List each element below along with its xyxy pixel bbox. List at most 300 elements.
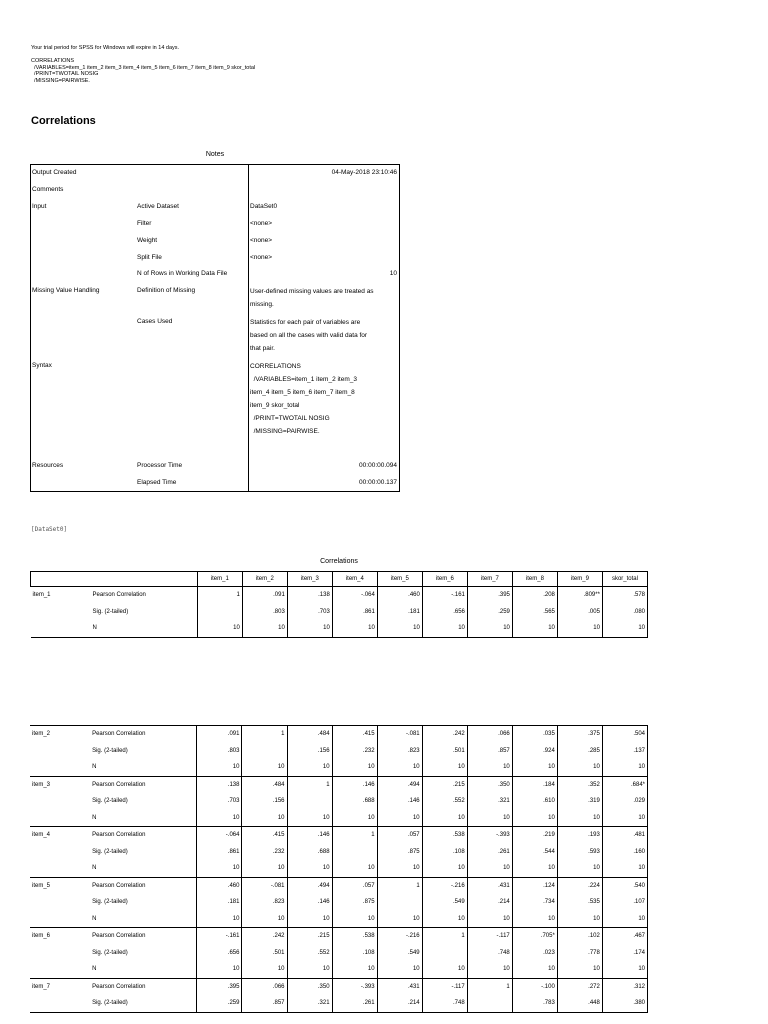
filter-value: <none> <box>250 220 273 227</box>
table-cell: .703 <box>287 604 332 621</box>
row-variable-label <box>30 743 90 760</box>
row-variable-label <box>30 793 90 810</box>
table-cell: .431 <box>467 877 512 894</box>
table-cell: .924 <box>512 743 557 760</box>
table-cell: .319 <box>557 793 602 810</box>
row-stat-label: Pearson Correlation <box>90 776 197 793</box>
table-cell: 10 <box>332 860 377 877</box>
row-variable-label <box>31 620 91 637</box>
table-cell: 10 <box>197 759 242 776</box>
table-cell: -.064 <box>332 587 377 604</box>
table-cell: -.216 <box>422 877 467 894</box>
definition-line: missing. <box>250 301 274 308</box>
table-cell <box>467 995 512 1012</box>
syntax-line: /MISSING=PAIRWISE. <box>31 77 90 84</box>
row-variable-label: item_3 <box>30 776 90 793</box>
table-cell: 1 <box>377 877 422 894</box>
table-cell: .102 <box>557 928 602 945</box>
table-cell: .138 <box>287 587 332 604</box>
syntax-line: /VARIABLES=item_1 item_2 item_3 <box>250 376 357 383</box>
row-variable-label <box>30 844 90 861</box>
table-cell: .688 <box>332 793 377 810</box>
table-cell: .501 <box>422 743 467 760</box>
table-cell: .259 <box>197 995 242 1012</box>
active-dataset-label: Active Dataset <box>137 203 179 210</box>
row-stat-label: Pearson Correlation <box>90 726 197 743</box>
column-header: item_4 <box>332 572 377 587</box>
table-cell: .431 <box>377 978 422 995</box>
table-cell: 10 <box>467 620 512 637</box>
table-cell: .160 <box>602 844 647 861</box>
row-variable-label: item_6 <box>30 928 90 945</box>
trial-notice: Your trial period for SPSS for Windows will expire in 14 days. <box>31 45 180 51</box>
table-cell: .803 <box>242 604 287 621</box>
table-cell: .494 <box>287 877 332 894</box>
table-cell: 10 <box>467 810 512 827</box>
table-cell: 10 <box>332 911 377 928</box>
table-cell: .375 <box>557 726 602 743</box>
table-cell: .312 <box>602 978 647 995</box>
row-stat-label: N <box>91 620 198 637</box>
row-stat-label: Pearson Correlation <box>90 827 197 844</box>
table-cell: .448 <box>557 995 602 1012</box>
weight-value: <none> <box>250 237 273 244</box>
active-dataset-value: DataSet0 <box>250 203 278 210</box>
row-stat-label: N <box>90 961 197 978</box>
table-row <box>31 604 648 621</box>
table-cell: .352 <box>557 776 602 793</box>
column-header: item_2 <box>242 572 287 587</box>
row-stat-label: N <box>90 860 197 877</box>
syntax-line: CORRELATIONS <box>250 363 301 370</box>
processor-time-value: 00:00:00.094 <box>359 462 397 469</box>
syntax-label: Syntax <box>32 362 52 369</box>
table-cell: .395 <box>467 587 512 604</box>
table-cell: .861 <box>332 604 377 621</box>
table-cell: 1 <box>422 928 467 945</box>
table-cell: 10 <box>287 810 332 827</box>
row-stat-label: Pearson Correlation <box>90 978 197 995</box>
table-cell: 10 <box>557 810 602 827</box>
row-variable-label: item_1 <box>31 587 91 604</box>
table-cell: 1 <box>287 776 332 793</box>
table-cell: .705* <box>512 928 557 945</box>
table-cell: 10 <box>377 810 422 827</box>
table-cell: 10 <box>287 911 332 928</box>
table-cell: 10 <box>242 620 287 637</box>
table-cell: 10 <box>557 620 602 637</box>
row-stat-label: Sig. (2-tailed) <box>92 608 129 615</box>
table-cell: .610 <box>512 793 557 810</box>
row-variable-label <box>30 961 90 978</box>
row-stat-label: Pearson Correlation <box>91 587 198 604</box>
table-cell: .809** <box>557 587 602 604</box>
column-header: item_3 <box>287 572 332 587</box>
table-row <box>30 759 648 776</box>
table-cell: 10 <box>197 810 242 827</box>
row-variable-label <box>30 810 90 827</box>
table-cell: -.393 <box>467 827 512 844</box>
table-cell: .057 <box>377 827 422 844</box>
table-cell: .224 <box>557 877 602 894</box>
table-cell: 10 <box>467 860 512 877</box>
table-cell: 10 <box>377 860 422 877</box>
table-cell: 10 <box>557 911 602 928</box>
table-cell: .137 <box>602 743 647 760</box>
table-cell: .415 <box>332 726 377 743</box>
table-cell: 10 <box>332 620 377 637</box>
table-cell: .578 <box>602 587 647 604</box>
table-cell: .494 <box>377 776 422 793</box>
table-cell: .857 <box>242 995 287 1012</box>
table-cell: 10 <box>287 860 332 877</box>
table-cell: .272 <box>557 978 602 995</box>
row-variable-label: item_4 <box>30 827 90 844</box>
table-cell: .350 <box>467 776 512 793</box>
correlations-table-bottom <box>30 725 648 1013</box>
table-cell: 10 <box>467 759 512 776</box>
table-cell: .823 <box>242 894 287 911</box>
table-cell: .146 <box>287 827 332 844</box>
row-stat-label: Sig. (2-tailed) <box>92 747 128 754</box>
table-cell: .080 <box>602 604 647 621</box>
table-cell: .783 <box>512 995 557 1012</box>
notes-table <box>30 164 400 492</box>
table-row <box>30 978 648 995</box>
table-row <box>31 587 648 604</box>
table-cell: 10 <box>602 860 647 877</box>
table-cell: .066 <box>467 726 512 743</box>
row-stat-label: N <box>90 759 197 776</box>
table-cell: .803 <box>197 743 242 760</box>
table-cell: 10 <box>602 961 647 978</box>
table-row <box>30 928 648 945</box>
syntax-line: /PRINT=TWOTAIL NOSIG <box>250 415 330 422</box>
table-cell: .146 <box>287 894 332 911</box>
table-cell: 10 <box>602 620 647 637</box>
definition-value <box>250 285 398 311</box>
table-cell: 10 <box>512 860 557 877</box>
table-cell: .778 <box>557 945 602 962</box>
table-cell: .823 <box>377 743 422 760</box>
table-cell: 10 <box>467 911 512 928</box>
table-cell: -.161 <box>197 928 242 945</box>
table-cell: .057 <box>332 877 377 894</box>
table-cell: .215 <box>422 776 467 793</box>
filter-label: Filter <box>137 220 152 227</box>
row-variable-label <box>30 911 90 928</box>
syntax-line: /VARIABLES=item_1 item_2 item_3 item_4 item_5 item_6 item_7 item_8 item_9 skor_total <box>31 64 256 71</box>
table-cell: .146 <box>332 776 377 793</box>
definition-label: Definition of Missing <box>137 287 196 294</box>
table-cell: 10 <box>557 759 602 776</box>
table-cell: .734 <box>512 894 557 911</box>
table-cell: .321 <box>287 995 332 1012</box>
notes-caption: Notes <box>205 151 225 158</box>
definition-line: User-defined missing values are treated as <box>250 288 374 295</box>
table-cell: .232 <box>332 743 377 760</box>
table-cell: .460 <box>377 587 422 604</box>
table-cell: .467 <box>602 928 647 945</box>
table-cell: 10 <box>512 759 557 776</box>
cases-line: Statistics for each pair of variables are <box>250 319 361 326</box>
table-cell: .108 <box>422 844 467 861</box>
table-cell: 10 <box>422 620 467 637</box>
table-cell: 10 <box>242 759 287 776</box>
table-cell <box>377 894 422 911</box>
row-stat-label: Sig. (2-tailed) <box>92 848 128 855</box>
row-variable-label <box>30 995 90 1012</box>
row-variable-label <box>30 945 90 962</box>
table-cell: 10 <box>602 810 647 827</box>
column-header: item_8 <box>512 572 557 587</box>
table-cell: 1 <box>467 978 512 995</box>
elapsed-time-value: 00:00:00.137 <box>359 479 397 486</box>
nrows-label: N of Rows in Working Data File <box>137 270 228 277</box>
table-cell: 10 <box>602 759 647 776</box>
column-header: item_9 <box>557 572 602 587</box>
table-cell: .501 <box>242 945 287 962</box>
table-cell <box>287 793 332 810</box>
table-row <box>30 844 648 861</box>
table-cell: .538 <box>422 827 467 844</box>
table-cell: 10 <box>422 810 467 827</box>
table-cell: 10 <box>422 911 467 928</box>
table-row <box>30 911 648 928</box>
table-cell: 10 <box>287 759 332 776</box>
column-header: item_6 <box>422 572 467 587</box>
table-cell: .156 <box>242 793 287 810</box>
table-cell: .174 <box>602 945 647 962</box>
processor-time-label: Processor Time <box>137 462 183 469</box>
table-cell: .460 <box>197 877 242 894</box>
syntax-line: CORRELATIONS <box>31 58 74 64</box>
row-stat-label: Pearson Correlation <box>90 877 197 894</box>
table-cell: .108 <box>332 945 377 962</box>
table-cell: .875 <box>377 844 422 861</box>
table-cell: 10 <box>512 911 557 928</box>
table-cell: 10 <box>332 759 377 776</box>
output-created-value: 04-May-2018 23:10:46 <box>331 169 397 176</box>
split-file-label: Split File <box>137 254 162 261</box>
correlations-table-top <box>30 571 648 638</box>
table-cell: .242 <box>422 726 467 743</box>
table-cell: .656 <box>197 945 242 962</box>
table-cell: 10 <box>287 620 332 637</box>
table-cell: -.161 <box>422 587 467 604</box>
table-cell: .857 <box>467 743 512 760</box>
table-cell: .259 <box>467 604 512 621</box>
table-cell: 10 <box>197 860 242 877</box>
output-created-label: Output Created <box>32 169 77 176</box>
elapsed-time-label: Elapsed Time <box>137 479 177 486</box>
table-cell: .023 <box>512 945 557 962</box>
table-cell: .219 <box>512 827 557 844</box>
table-row <box>30 726 648 743</box>
row-variable-label: item_5 <box>30 877 90 894</box>
row-variable-label <box>30 860 90 877</box>
table-cell: .535 <box>557 894 602 911</box>
table-cell: .540 <box>602 877 647 894</box>
table-cell: .484 <box>242 776 287 793</box>
row-variable-label <box>30 894 90 911</box>
row-variable-label: item_2 <box>30 726 90 743</box>
weight-label: Weight <box>137 237 158 244</box>
table-cell: .156 <box>287 743 332 760</box>
table-cell: 10 <box>242 961 287 978</box>
column-header: item_7 <box>467 572 512 587</box>
table-cell: 10 <box>332 810 377 827</box>
table-cell: -.081 <box>377 726 422 743</box>
table-cell: .091 <box>242 587 287 604</box>
table-cell: .181 <box>197 894 242 911</box>
table-cell: .875 <box>332 894 377 911</box>
row-stat-label: N <box>90 911 197 928</box>
table-cell: .688 <box>287 844 332 861</box>
comments-label: Comments <box>32 186 64 193</box>
table-cell: -.216 <box>377 928 422 945</box>
table-cell: 10 <box>512 961 557 978</box>
table-cell: .261 <box>332 995 377 1012</box>
input-label: Input <box>32 203 47 210</box>
row-stat-label: Sig. (2-tailed) <box>92 798 128 805</box>
table-cell: .748 <box>422 995 467 1012</box>
table-cell: .552 <box>422 793 467 810</box>
row-stat-label: Sig. (2-tailed) <box>92 949 128 956</box>
table-cell: .484 <box>287 726 332 743</box>
table-cell: 1 <box>242 726 287 743</box>
table-cell: 10 <box>242 810 287 827</box>
table-cell: .005 <box>557 604 602 621</box>
table-cell: .138 <box>197 776 242 793</box>
column-header: skor_total <box>602 572 647 587</box>
table-cell: .146 <box>377 793 422 810</box>
table-cell: 10 <box>287 961 332 978</box>
header-blank <box>31 572 198 587</box>
cases-line: that pair. <box>250 345 275 352</box>
table-cell: 10 <box>557 860 602 877</box>
table-cell: .184 <box>512 776 557 793</box>
table-cell: 10 <box>467 961 512 978</box>
table-cell: 10 <box>557 961 602 978</box>
table-cell: .748 <box>467 945 512 962</box>
cases-used-label: Cases Used <box>137 318 173 325</box>
row-stat-label: Sig. (2-tailed) <box>90 995 197 1012</box>
table-cell: .415 <box>242 827 287 844</box>
table-cell: .380 <box>602 995 647 1012</box>
table-cell: .703 <box>197 793 242 810</box>
table-cell: .549 <box>422 894 467 911</box>
syntax-line: item_9 skor_total <box>250 402 300 409</box>
table-row <box>31 620 648 637</box>
table-cell: .232 <box>242 844 287 861</box>
table-cell <box>242 743 287 760</box>
table-cell: 10 <box>242 860 287 877</box>
table-cell: .029 <box>602 793 647 810</box>
cases-used-value <box>250 316 398 355</box>
table-row <box>30 894 648 911</box>
table-cell <box>197 604 242 621</box>
row-stat-label: Pearson Correlation <box>90 928 197 945</box>
table-cell: .481 <box>602 827 647 844</box>
table-cell: 10 <box>377 759 422 776</box>
table-row <box>30 945 648 962</box>
table-cell: 10 <box>377 911 422 928</box>
table-cell: 1 <box>332 827 377 844</box>
table-cell: .504 <box>602 726 647 743</box>
missing-label: Missing Value Handling <box>32 287 100 294</box>
table-cell: -.081 <box>242 877 287 894</box>
syntax-value <box>250 360 398 438</box>
table-cell: .193 <box>557 827 602 844</box>
table-row <box>30 995 648 1012</box>
table-cell: .035 <box>512 726 557 743</box>
table-cell: .107 <box>602 894 647 911</box>
table-cell: -.117 <box>422 978 467 995</box>
table-cell: .565 <box>512 604 557 621</box>
table-cell: 10 <box>197 961 242 978</box>
table-cell: 10 <box>422 961 467 978</box>
table-cell: -.064 <box>197 827 242 844</box>
syntax-block <box>31 58 255 84</box>
table-cell: .549 <box>377 945 422 962</box>
column-header: item_5 <box>377 572 422 587</box>
table-row <box>30 877 648 894</box>
row-variable-label: item_7 <box>30 978 90 995</box>
table-cell: .242 <box>242 928 287 945</box>
table-cell <box>422 945 467 962</box>
table-row <box>30 810 648 827</box>
table-cell <box>332 844 377 861</box>
table-cell: -.393 <box>332 978 377 995</box>
table-cell: 10 <box>197 620 242 637</box>
table-cell: 10 <box>512 810 557 827</box>
table-cell: .538 <box>332 928 377 945</box>
nrows-value: 10 <box>389 270 397 277</box>
syntax-line: /MISSING=PAIRWISE. <box>250 428 320 435</box>
table-cell: 10 <box>602 911 647 928</box>
cases-line: based on all the cases with valid data for <box>250 332 368 339</box>
table-cell: .181 <box>377 604 422 621</box>
table-cell: .861 <box>197 844 242 861</box>
table-cell: 10 <box>197 911 242 928</box>
table-cell: -.117 <box>467 928 512 945</box>
table-cell: 10 <box>422 860 467 877</box>
correlations-caption: Correlations <box>320 558 358 565</box>
table-cell: .395 <box>197 978 242 995</box>
table-cell: 10 <box>422 759 467 776</box>
row-variable-label <box>30 759 90 776</box>
table-row <box>30 776 648 793</box>
table-cell: .208 <box>512 587 557 604</box>
table-cell: .285 <box>557 743 602 760</box>
table-cell: .656 <box>422 604 467 621</box>
table-cell: 1 <box>197 587 242 604</box>
dataset-tag: [DataSet0] <box>31 526 68 533</box>
table-row <box>30 827 648 844</box>
table-cell: .261 <box>467 844 512 861</box>
table-cell: .593 <box>557 844 602 861</box>
row-variable-label <box>31 604 91 621</box>
page-title: Correlations <box>31 115 96 127</box>
table-cell: -.100 <box>512 978 557 995</box>
table-cell: .215 <box>287 928 332 945</box>
table-row <box>30 743 648 760</box>
syntax-line: item_4 item_5 item_6 item_7 item_8 <box>250 389 355 396</box>
table-cell: .214 <box>467 894 512 911</box>
table-cell: 10 <box>377 620 422 637</box>
table-cell: .066 <box>242 978 287 995</box>
